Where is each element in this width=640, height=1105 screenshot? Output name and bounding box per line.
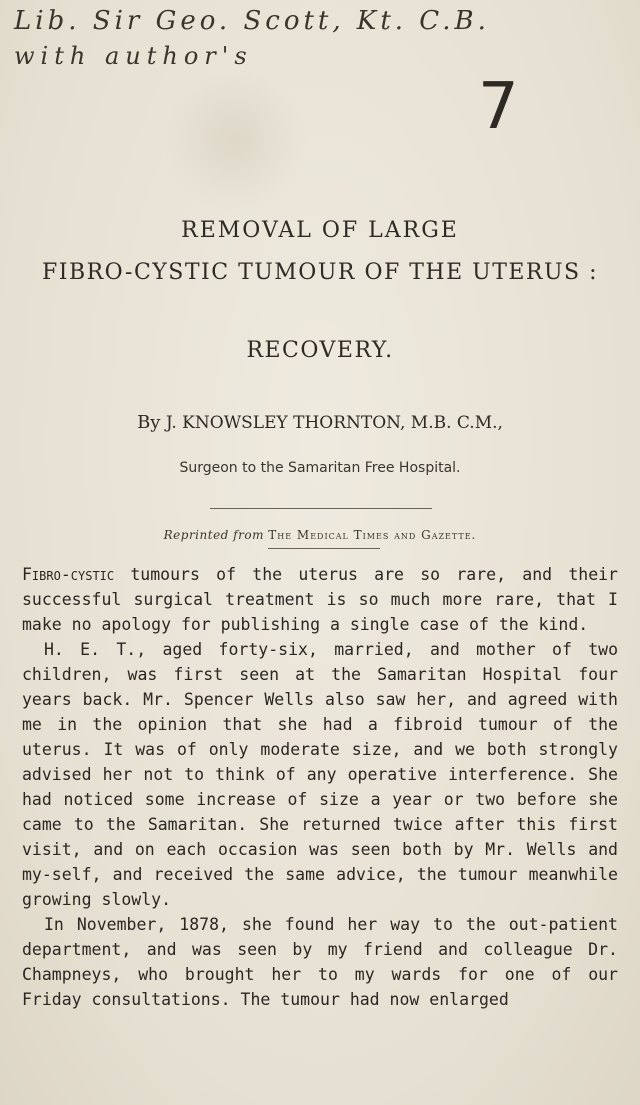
- title-line-3: RECOVERY.: [246, 338, 394, 363]
- inscription-line-2: with author's: [14, 42, 253, 70]
- article-body: [22, 562, 618, 1012]
- paragraph-3: In November, 1878, she found her way to the out-patient department, and was seen by my friend and colleague Dr. Champneys, who brought her to my wards for one of our Friday consultations. The tumour had now enlarged: [22, 915, 618, 1009]
- handwritten-inscription: [0, 0, 640, 144]
- byline-prefix: By: [137, 412, 161, 433]
- author-name: J. KNOWSLEY THORNTON, M.B. C.M.,: [165, 413, 503, 433]
- reprint-lead: Reprinted from: [163, 528, 264, 542]
- author-byline: [0, 412, 640, 433]
- paragraph-1-text: tumours of the uterus are so rare, and their successful surgical treatment is so much more rare, that I make no apology for publishing a single case of the kind.: [22, 565, 618, 634]
- paragraph-1: [22, 562, 618, 637]
- handwritten-number: 7: [478, 70, 519, 144]
- inscription-line-1: Lib. Sir Geo. Scott, Kt. C.B.: [14, 6, 490, 36]
- reprint-source: The Medical Times and Gazette.: [268, 528, 477, 542]
- title-line-1: REMOVAL OF LARGE: [181, 218, 459, 243]
- reprint-notice: [0, 528, 640, 542]
- paragraph-lead: Fibro-cystic: [22, 565, 115, 584]
- ink-stain: [160, 70, 310, 210]
- title-line-2: FIBRO-CYSTIC TUMOUR OF THE UTERUS :: [41, 260, 599, 285]
- author-affiliation: Surgeon to the Samaritan Free Hospital.: [179, 460, 461, 476]
- paragraph-2: H. E. T., aged forty-six, married, and mother of two children, was first seen at the Samaritan Hospital four years back. Mr. Spencer Wells also saw her, and agreed with me in the opinion that she had a fibroid tumour of the uterus. It was of only moderate size, and we both strongly advised her not to think of any operative interference. She had noticed some increase of size a year or two before she came to the Samaritan. She returned twice after this first visit, and on each occasion was seen both by Mr. Wells and my-self, and received the same advice, the tumour meanwhile growing slowly.: [22, 640, 618, 909]
- divider-rule: [210, 508, 432, 509]
- divider-rule-short: [268, 548, 380, 549]
